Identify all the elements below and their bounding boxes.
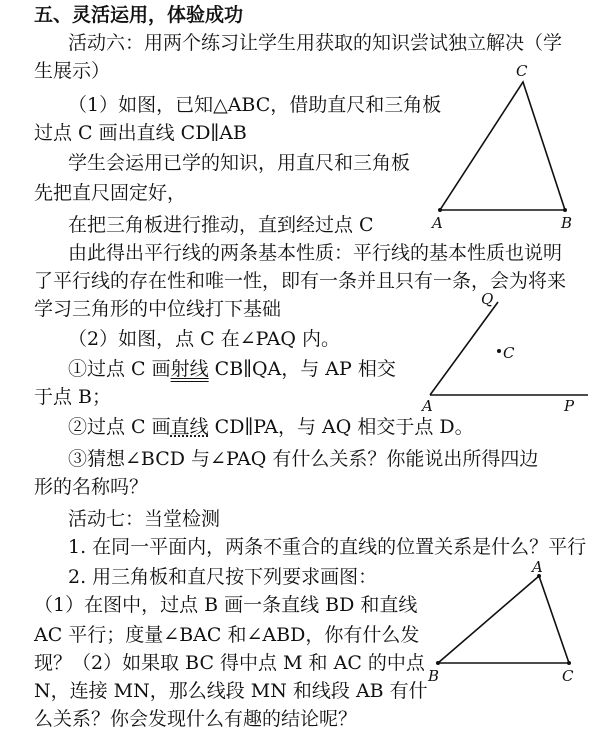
triangle-abc-figure-2 xyxy=(422,558,600,688)
q1-solution-6: 学习三角形的中位线打下基础 xyxy=(34,298,282,320)
q1-solution-1: 学生会运用已学的知识，用直尺和三角板 xyxy=(68,152,411,174)
q1-solution-3: 在把三角板进行推动，直到经过点 C xyxy=(68,214,374,236)
label-c: C xyxy=(516,62,528,80)
q1-solution-4: 由此得出平行线的两条基本性质：平行线的基本性质也说明 xyxy=(68,242,563,264)
label-a: A xyxy=(432,214,443,232)
activity7-item2-line1: （1）在图中，过点 B 画一条直线 BD 和直线 xyxy=(34,594,418,616)
triangle-abc-shape xyxy=(440,82,565,210)
label-c: C xyxy=(503,344,515,362)
q2-item-c-line1: ③猜想∠BCD 与∠PAQ 有什么关系？你能说出所得四边 xyxy=(68,448,539,470)
label-q: Q xyxy=(481,290,494,308)
activity7-item1: 1. 在同一平面内，两条不重合的直线的位置关系是什么？平行 xyxy=(68,536,587,558)
label-b: B xyxy=(561,214,573,232)
triangle-abc-figure xyxy=(420,60,600,235)
activity7-item2: 2. 用三角板和直尺按下列要求画图： xyxy=(68,566,378,588)
triangle-abc-shape-2 xyxy=(438,576,569,663)
q2-item-c-line2: 形的名称吗？ xyxy=(34,476,149,498)
activity6-intro-2: 生展示） xyxy=(34,60,111,82)
section-title: 五、灵活运用，体验成功 xyxy=(34,4,244,26)
point-c-dot xyxy=(497,349,501,353)
ray-aq xyxy=(430,302,498,395)
q2-item-b-pre: ②过点 C 画 xyxy=(68,416,171,438)
activity7-title: 活动七：当堂检测 xyxy=(68,508,221,530)
label-a: A xyxy=(532,558,543,576)
activity7-item2-line3: 现？（2）如果取 BC 得中点 M 和 AC 的中点 xyxy=(34,652,425,674)
label-c: C xyxy=(562,667,574,685)
q1-line1: （1）如图，已知△ABC，借助直尺和三角板 xyxy=(68,94,442,116)
label-p: P xyxy=(564,397,575,415)
q1-solution-2: 先把直尺固定好， xyxy=(34,182,187,204)
activity6-intro-1: 活动六：用两个练习让学生用获取的知识尝试独立解决（学 xyxy=(68,32,563,54)
q2-item-a-pre: ①过点 C 画 xyxy=(68,358,171,380)
vertex-b-dot xyxy=(436,661,440,665)
q1-solution-5: 了平行线的存在性和唯一性，即有一条并且只有一条，会为将来 xyxy=(34,270,567,292)
q2-item-a-line2: 于点 B； xyxy=(34,386,112,408)
q2-line1: （2）如图，点 C 在∠PAQ 内。 xyxy=(68,328,341,350)
activity7-item2-line2: AC 平行；度量∠BAC 和∠ABD，你有什么发 xyxy=(34,624,420,646)
q1-line2: 过点 C 画出直线 CD∥AB xyxy=(34,122,247,144)
label-b: B xyxy=(428,667,440,685)
q2-item-a-post: CB∥QA，与 AP 相交 xyxy=(208,358,396,380)
label-a: A xyxy=(422,397,433,415)
vertex-a-dot xyxy=(438,208,442,212)
vertex-c-dot xyxy=(567,661,571,665)
q2-item-b xyxy=(68,414,474,440)
q2-item-a xyxy=(68,356,396,382)
q2-item-b-post: CD∥PA，与 AQ 相交于点 D。 xyxy=(208,416,474,438)
angle-paq-figure xyxy=(418,290,600,418)
q2-item-b-term: 直线 xyxy=(170,416,209,438)
activity7-item2-line4: N，连接 MN，那么线段 MN 和线段 AB 有什 xyxy=(34,680,428,702)
q2-item-a-term: 射线 xyxy=(170,358,209,380)
vertex-b-dot xyxy=(563,208,567,212)
activity7-item2-line5: 么关系？你会发现什么有趣的结论呢？ xyxy=(34,708,358,730)
